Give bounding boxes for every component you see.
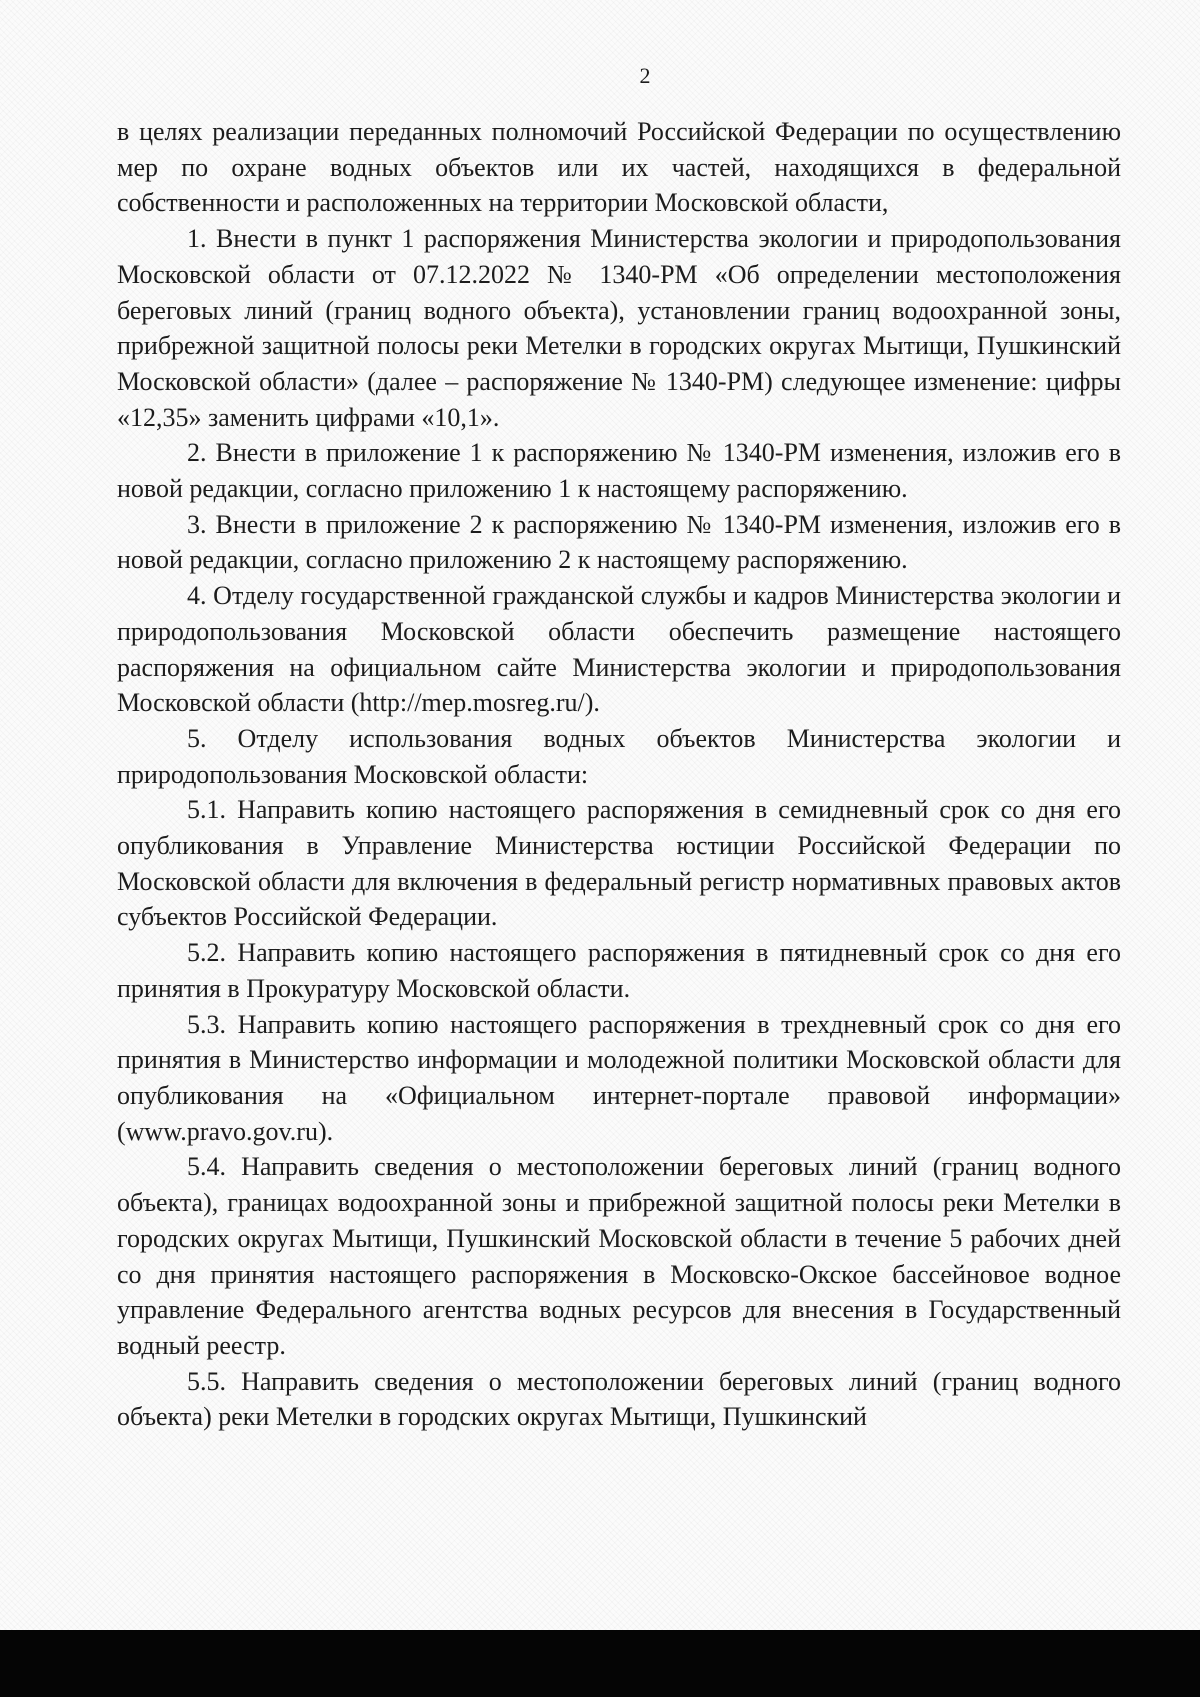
paragraph-item-3: 3. Внести в приложение 2 к распоряжению № 1340-РМ изменения, изложив его в новой редакции, согласно приложению 2 к настоящему распоряжению.: [117, 509, 1121, 575]
document-body: [117, 114, 1121, 1435]
paragraph-item-5-5: 5.5. Направить сведения о местоположении береговых линий (границ водного объекта) реки Метелки в городских округах Мытищи, Пушкинский: [117, 1366, 1121, 1432]
paragraph-item-5-3: 5.3. Направить копию настоящего распоряжения в трехдневный срок со дня его принятия в Министерство информации и молодежной политики Московской области для опубликования на «Официальном интернет-портале правовой информации» (www.pravo.gov.ru).: [117, 1009, 1121, 1146]
paragraph-item-1: 1. Внести в пункт 1 распоряжения Министерства экологии и природопользования Московской области от 07.12.2022 № 1340-РМ «Об определении местоположения береговых линий (границ водного объекта), установлении границ водоохранной зоны, прибрежной защитной полосы реки Метелки в городских округах Мытищи, Пушкинский Московской области» (далее – распоряжение № 1340-РМ) следующее изменение: цифры «12,35» заменить цифрами «10,1».: [117, 224, 1121, 432]
paragraph-item-5-2: 5.2. Направить копию настоящего распоряжения в пятидневный срок со дня его принятия в Прокуратуру Московской области.: [117, 938, 1121, 1003]
paragraph-intro: в целях реализации переданных полномочий Российской Федерации по осуществлению мер по охране водных объектов или их частей, находящихся в федеральной собственности и расположенных на территории Московской области,: [117, 117, 1121, 218]
paragraph-item-5: 5. Отделу использования водных объектов Министерства экологии и природопользования Московской области:: [117, 723, 1121, 789]
scan-bottom-band: [0, 1630, 1200, 1697]
paragraph-item-5-4: 5.4. Направить сведения о местоположении береговых линий (границ водного объекта), границах водоохранной зоны и прибрежной защитной полосы реки Метелки в городских округах Мытищи, Пушкинский Московской области в течение 5 рабочих дней со дня принятия настоящего распоряжения в Московско-Окское бассейновое водное управление Федерального агентства водных ресурсов для внесения в Государственный водный реестр.: [117, 1152, 1121, 1360]
paragraph-item-5-1: 5.1. Направить копию настоящего распоряжения в семидневный срок со дня его опубликования в Управление Министерства юстиции Российской Федерации по Московской области для включения в федеральный регистр нормативных правовых актов субъектов Российской Федерации.: [117, 795, 1121, 932]
paragraph-item-2: 2. Внести в приложение 1 к распоряжению № 1340-РМ изменения, изложив его в новой редакции, согласно приложению 1 к настоящему распоряжению.: [117, 438, 1121, 504]
paragraph-item-4: 4. Отделу государственной гражданской службы и кадров Министерства экологии и природопользования Московской области обеспечить размещение настоящего распоряжения на официальном сайте Министерства экологии и природопользования Московской области (http://mep.mosreg.ru/).: [117, 581, 1121, 718]
page-number: 2: [639, 63, 651, 88]
